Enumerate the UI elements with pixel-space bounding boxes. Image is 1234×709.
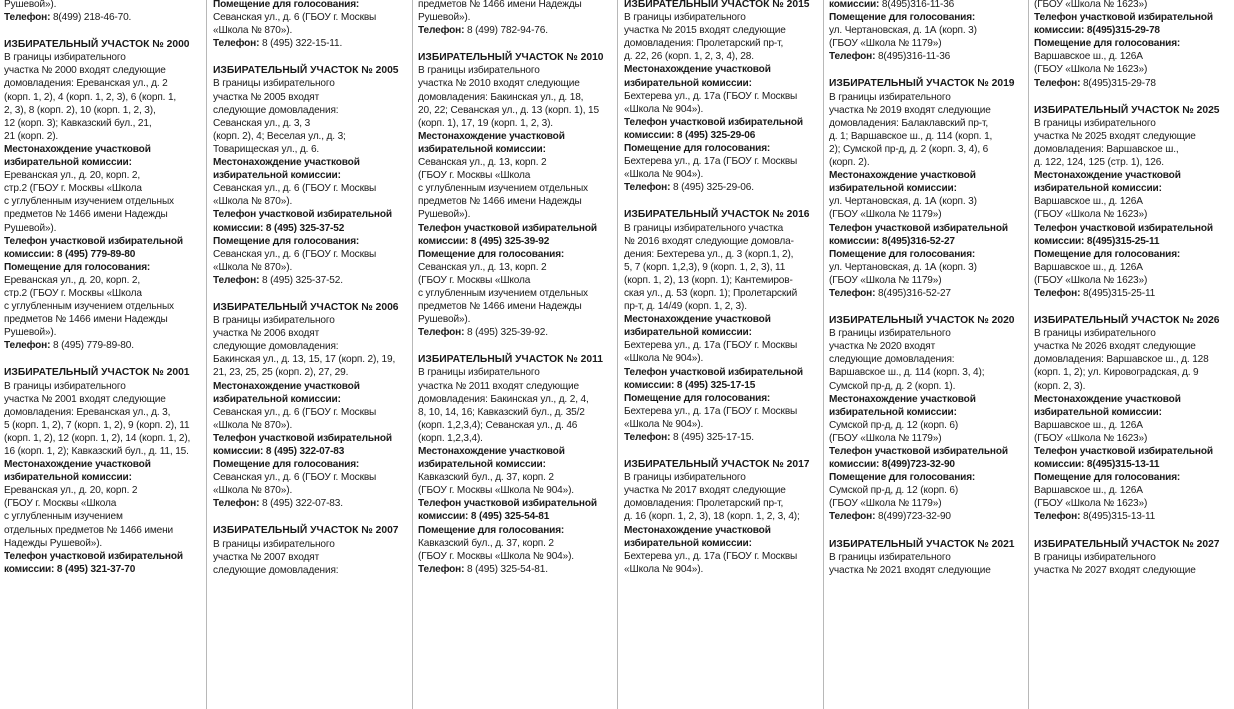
field-label: Помещение для голосования:: [418, 524, 565, 536]
polling-station-heading: ИЗБИРАТЕЛЬНЫЙ УЧАСТОК № 2019: [829, 78, 1015, 90]
field-label: Местонахождение участковой избирательной комиссии:: [1034, 393, 1181, 418]
field-label: Телефон:: [624, 182, 671, 194]
body-text: В границы избирательного участка № 2015 входят следующие домовладения: Пролетарский пр-т, д. 22, 26 (корп. 1, 2, 3, 4), 28.: [624, 12, 786, 63]
field-label: Местонахождение участковой избирательной комиссии:: [1034, 170, 1181, 195]
field-label: Телефон участковой избирательной комиссии: 8 (495) 325-17-15: [624, 366, 803, 391]
column-2: [213, 0, 409, 709]
field-label: Телефон участковой избирательной комиссии: 8 (495) 322-07-83: [213, 432, 392, 457]
field-label: Телефон:: [213, 38, 260, 50]
field-label: Помещение для голосования:: [418, 248, 565, 260]
body-text: комиссии: 8(495)316-11-36: [829, 0, 955, 10]
field-label: Телефон участковой избирательной комиссии: 8 (495) 325-29-06: [624, 116, 803, 141]
field-label: Местонахождение участковой избирательной комиссии:: [829, 393, 976, 418]
field-label: Телефон:: [418, 563, 465, 575]
field-label: Помещение для голосования:: [829, 248, 976, 260]
field-label: Помещение для голосования:: [624, 143, 771, 155]
field-label: Телефон:: [829, 51, 876, 63]
field-label: Местонахождение участковой избирательной комиссии:: [624, 314, 771, 339]
body-text: Бехтерева ул., д. 17а (ГБОУ г. Москвы «Школа № 904»).: [624, 90, 798, 115]
body-text: Варшавское ш., д. 126А (ГБОУ «Школа № 1623»): [1034, 485, 1148, 510]
field-label: Телефон:: [418, 25, 465, 37]
body-text: Варшавское ш., д. 126А (ГБОУ «Школа № 1623»): [1034, 261, 1148, 286]
body-text: Кавказский бул., д. 37, корп. 2 (ГБОУ г. Москвы «Школа № 904»).: [418, 472, 574, 497]
field-label: Телефон:: [829, 511, 876, 523]
column-3: [418, 0, 614, 709]
body-text: В границы избирательного участка № 2005 входят следующие домовладения: Севанская ул., д. 3, 3 (корп. 2), 4; Веселая ул., д. 3; Товарищеская ул., д. 6.: [213, 78, 346, 155]
polling-station-heading: ИЗБИРАТЕЛЬНЫЙ УЧАСТОК № 2020: [829, 315, 1015, 327]
field-label: Помещение для голосования:: [213, 235, 360, 247]
body-text: В границы избирательного участка № 2025 входят следующие домовладения: Варшавское ш., д. 122, 124, 125 (стр. 1), 126.: [1034, 117, 1196, 169]
body-text: Телефон: 8(495)316-11-36: [829, 51, 951, 63]
field-label: Телефон:: [4, 12, 51, 24]
body-text: В границы избирательного участка № 2007 входят следующие домовладения:: [213, 538, 339, 576]
body-text: Ереванская ул., д. 20, корп. 2, стр.2 (ГБОУ г. Москвы «Школа с углубленным изучением отдельных предметов № 1466 имени Надежды Рушевой»).: [4, 274, 174, 339]
polling-station-heading: ИЗБИРАТЕЛЬНЫЙ УЧАСТОК № 2015: [624, 0, 810, 10]
body-text: Телефон: 8 (495) 325-17-15.: [624, 432, 754, 443]
body-text: В границы избирательного участка № 2027 входят следующие: [1034, 551, 1196, 576]
polling-station-heading: ИЗБИРАТЕЛЬНЫЙ УЧАСТОК № 2001: [4, 367, 190, 379]
body-text: Бехтерева ул., д. 17а (ГБОУ г. Москвы «Школа № 904»).: [624, 550, 798, 575]
body-text: Телефон: 8(495)316-52-27: [829, 287, 951, 299]
field-label: Местонахождение участковой избирательной комиссии:: [418, 446, 565, 471]
field-label: Помещение для голосования:: [624, 392, 771, 404]
body-text: Телефон: 8(495)315-25-11: [1034, 287, 1156, 299]
body-text: Телефон: 8 (495) 322-07-83.: [213, 498, 343, 510]
body-text: Бехтерева ул., д. 17а (ГБОУ г. Москвы «Школа № 904»).: [624, 340, 798, 365]
field-label: Помещение для голосования:: [213, 0, 360, 10]
body-text: Телефон: 8 (495) 325-39-92.: [418, 327, 548, 339]
field-label: Помещение для голосования:: [829, 12, 976, 24]
field-label: Телефон:: [1034, 77, 1081, 89]
body-text: Бехтерева ул., д. 17а (ГБОУ г. Москвы «Школа № 904»).: [624, 156, 798, 181]
body-text: Ереванская ул., д. 20, корп. 2, стр.2 (ГБОУ г. Москвы «Школа с углубленным изучением отдельных предметов № 1466 имени Надежды Рушевой»).: [4, 170, 174, 234]
field-label: Телефон участковой избирательной комиссии: 8(495)315-29-78: [1034, 12, 1213, 37]
column-4: [624, 0, 820, 709]
column-divider: [617, 0, 618, 709]
field-label: Телефон:: [1034, 511, 1081, 523]
column-divider: [412, 0, 413, 709]
body-text: ул. Чертановская, д. 1А (корп. 3) (ГБОУ «Школа № 1179»): [829, 261, 977, 286]
polling-station-heading: ИЗБИРАТЕЛЬНЫЙ УЧАСТОК № 2026: [1034, 315, 1220, 327]
body-text: В границы избирательного участка № 2021 входят следующие: [829, 551, 991, 576]
body-text: В границы избирательного участка № 2010 входят следующие домовладения: Бакинская ул., д. 18, 20, 22; Севанская ул., д. 13 (корп. 1), 15 (корп. 1), 17, 19 (корп. 1, 2, 3).: [418, 65, 599, 129]
polling-station-heading: ИЗБИРАТЕЛЬНЫЙ УЧАСТОК № 2016: [624, 209, 810, 221]
body-text: Ереванская ул., д. 20, корп. 2 (ГБОУ г. Москвы «Школа с углубленным изучением отдельных предметов № 1466 имени Надежды Рушевой»).: [4, 485, 174, 549]
field-label: Телефон участковой избирательной комиссии: 8 (495) 325-37-52: [213, 209, 392, 234]
body-text: Телефон: 8 (495) 325-37-52.: [213, 274, 343, 286]
body-text: Севанская ул., д. 6 (ГБОУ г. Москвы «Школа № 870»).: [213, 472, 377, 497]
field-label: Помещение для голосования:: [4, 261, 151, 273]
field-label: комиссии:: [829, 0, 880, 10]
body-text: Телефон: 8 (495) 325-54-81.: [418, 563, 548, 575]
field-label: Телефон участковой избирательной комиссии: 8 (495) 325-39-92: [418, 222, 597, 247]
body-text: Севанская ул., д. 13, корп. 2 (ГБОУ г. Москвы «Школа с углубленным изучением отдельных предметов № 1466 имени Надежды Рушевой»).: [418, 157, 588, 221]
field-label: Телефон участковой избирательной комиссии: 8(495)315-13-11: [1034, 446, 1213, 471]
body-text: Телефон: 8 (499) 782-94-76.: [418, 25, 548, 37]
body-text: Сумской пр-д, д. 12 (корп. 6) (ГБОУ «Школа № 1179»): [829, 419, 959, 444]
polling-station-heading: ИЗБИРАТЕЛЬНЫЙ УЧАСТОК № 2027: [1034, 538, 1220, 550]
column-6: [1034, 0, 1230, 709]
field-label: Телефон участковой избирательной комиссии: 8(495)316-52-27: [829, 222, 1008, 247]
body-text: В границы избирательного участка № 2000 входят следующие домовладения: Ереванская ул., д. 2 (корп. 1, 2), 4 (корп. 1, 2, 3), 6 (корп. 1, 2, 3), 8 (корп. 2), 10 (корп. 1, 2, 3), 12 (корп. 3); Кавказский бул., 21, 21 (корп. 2).: [4, 52, 177, 142]
field-label: Телефон:: [624, 432, 671, 443]
body-text: предметов № 1466 имени Надежды Рушевой»).: [418, 0, 582, 24]
body-text: Севанская ул., д. 13, корп. 2 (ГБОУ г. Москвы «Школа с углубленным изучением отдельных предметов № 1466 имени Надежды Рушевой»).: [418, 261, 588, 326]
body-text: Телефон: 8 (495) 325-29-06.: [624, 182, 754, 194]
field-label: Местонахождение участковой избирательной комиссии:: [624, 524, 771, 549]
field-label: Помещение для голосования:: [1034, 472, 1181, 484]
body-text: Сумской пр-д, д. 12 (корп. 6) (ГБОУ «Школа № 1179»): [829, 485, 959, 510]
polling-station-heading: ИЗБИРАТЕЛЬНЫЙ УЧАСТОК № 2017: [624, 459, 810, 471]
polling-station-heading: ИЗБИРАТЕЛЬНЫЙ УЧАСТОК № 2005: [213, 65, 399, 77]
polling-station-heading: ИЗБИРАТЕЛЬНЫЙ УЧАСТОК № 2006: [213, 301, 399, 313]
field-label: Телефон:: [4, 340, 51, 352]
field-label: Телефон:: [1034, 287, 1081, 299]
field-label: Помещение для голосования:: [829, 472, 976, 484]
body-text: Варшавское ш., д. 126А (ГБОУ «Школа № 1623»): [1034, 196, 1148, 221]
body-text: Телефон: 8(499)723-32-90: [829, 511, 951, 523]
field-label: Телефон участковой избирательной комиссии: 8 (495) 321-37-70: [4, 550, 183, 575]
body-text: ул. Чертановская, д. 1А (корп. 3) (ГБОУ «Школа № 1179»): [829, 196, 977, 221]
field-label: Помещение для голосования:: [213, 459, 360, 471]
body-text: Севанская ул., д. 6 (ГБОУ г. Москвы «Школа № 870»).: [213, 183, 377, 208]
body-text: Варшавское ш., д. 126А (ГБОУ «Школа № 1623»): [1034, 419, 1148, 444]
body-text: В границы избирательного участка № 2020 входят следующие домовладения: Варшавское ш., д. 114 (корп. 3, 4); Сумской пр-д, д. 2 (корп. 1).: [829, 328, 985, 392]
field-label: Телефон:: [829, 287, 876, 299]
body-text: Телефон: 8(499) 218-46-70.: [4, 12, 132, 24]
field-label: Помещение для голосования:: [1034, 38, 1181, 50]
polling-station-heading: ИЗБИРАТЕЛЬНЫЙ УЧАСТОК № 2025: [1034, 104, 1220, 116]
body-text: Бехтерева ул., д. 17а (ГБОУ г. Москвы «Школа № 904»).: [624, 405, 798, 430]
body-text: В границы избирательного участка № 2001 входят следующие домовладения: Ереванская ул., д. 3, 5 (корп. 1, 2), 7 (корп. 1, 2), 9 (корп. 2), 11 (корп. 1, 2), 12 (корп. 1, 2), 14 (корп. 1, 2), 16 (корп. 1, 2); Кавказский бул., д. 11, 15.: [4, 380, 191, 457]
polling-station-heading: ИЗБИРАТЕЛЬНЫЙ УЧАСТОК № 2000: [4, 39, 190, 51]
body-text: В границы избирательного участка № 2016 входят следующие домовла- дения: Бехтерева ул., д. 3 (корп.1, 2), 5, 7 (корп. 1,2,3), 9 (корп. 1, 2, 3), 11 (корп. 1, 2), 13 (корп. 1); Кантемиров- ская ул., д. 53 (корп. 1); Пролетарский пр-т, д. 14/49 (корп. 1, 2, 3).: [624, 222, 798, 313]
body-text: Телефон: 8(495)315-13-11: [1034, 511, 1156, 523]
body-text: Рушевой»).: [4, 0, 57, 10]
body-text: Телефон: 8(495)315-29-78: [1034, 77, 1156, 89]
polling-station-heading: ИЗБИРАТЕЛЬНЫЙ УЧАСТОК № 2011: [418, 354, 603, 366]
field-label: Телефон:: [418, 327, 465, 339]
body-text: Варшавское ш., д. 126А (ГБОУ «Школа № 1623»): [1034, 51, 1148, 76]
field-label: Телефон:: [213, 274, 260, 286]
polling-station-heading: ИЗБИРАТЕЛЬНЫЙ УЧАСТОК № 2010: [418, 52, 604, 64]
field-label: Телефон участковой избирательной комиссии: 8(499)723-32-90: [829, 446, 1008, 471]
field-label: Местонахождение участковой избирательной комиссии:: [829, 170, 976, 195]
body-text: Телефон: 8 (495) 322-15-11.: [213, 38, 343, 50]
field-label: Местонахождение участковой избирательной комиссии:: [213, 157, 360, 182]
field-label: Местонахождение участковой избирательной комиссии:: [418, 130, 565, 155]
body-text: Севанская ул., д. 6 (ГБОУ г. Москвы «Школа № 870»).: [213, 406, 377, 431]
body-text: (ГБОУ «Школа № 1623»): [1034, 0, 1148, 10]
body-text: В границы избирательного участка № 2019 входят следующие домовладения: Балаклавский пр-т, д. 1; Варшавское ш., д. 114 (корп. 1, 2); Сумской пр-д, д. 2 (корп. 3, 4), 6 (корп. 2).: [829, 91, 993, 169]
column-divider: [206, 0, 207, 709]
column-5: [829, 0, 1025, 709]
body-text: Телефон: 8 (495) 779-89-80.: [4, 340, 134, 352]
polling-station-heading: ИЗБИРАТЕЛЬНЫЙ УЧАСТОК № 2007: [213, 525, 399, 537]
field-label: Помещение для голосования:: [1034, 248, 1181, 260]
body-text: В границы избирательного участка № 2006 входят следующие домовладения: Бакинская ул., д. 13, 15, 17 (корп. 2), 19, 21, 23, 25, 25 (корп. 2), 27, 29.: [213, 315, 396, 379]
field-label: Местонахождение участковой избирательной комиссии:: [4, 459, 151, 484]
body-text: В границы избирательного участка № 2026 входят следующие домовладения: Варшавское ш., д. 128 (корп. 1, 2); ул. Кировоградская, д. 9 (корп. 2, 3).: [1034, 328, 1209, 392]
body-text: В границы избирательного участка № 2011 входят следующие домовладения: Бакинская ул., д. 2, 4, 8, 10, 14, 16; Кавказский бул., д. 35/2 (корп. 1,2,3,4); Севанская ул., д. 46 (корп. 1,2,3,4).: [418, 367, 589, 444]
polling-station-heading: ИЗБИРАТЕЛЬНЫЙ УЧАСТОК № 2021: [829, 538, 1015, 550]
column-1: [4, 0, 200, 709]
body-text: ул. Чертановская, д. 1А (корп. 3) (ГБОУ «Школа № 1179»): [829, 25, 977, 50]
field-label: Телефон:: [213, 498, 260, 510]
body-text: В границы избирательного участка № 2017 входят следующие домовладения: Пролетарский пр-т, д. 16 (корп. 1, 2, 3), 18 (корп. 1, 2, 3, 4);: [624, 472, 800, 523]
body-text: Кавказский бул., д. 37, корп. 2 (ГБОУ г. Москвы «Школа № 904»).: [418, 537, 574, 562]
body-text: Севанская ул., д. 6 (ГБОУ г. Москвы «Школа № 870»).: [213, 12, 377, 37]
field-label: Телефон участковой избирательной комиссии: 8 (495) 325-54-81: [418, 498, 597, 523]
field-label: Местонахождение участковой избирательной комиссии:: [213, 380, 360, 405]
field-label: Телефон участковой избирательной комиссии: 8(495)315-25-11: [1034, 222, 1213, 247]
body-text: Севанская ул., д. 6 (ГБОУ г. Москвы «Школа № 870»).: [213, 248, 377, 273]
field-label: Телефон участковой избирательной комиссии: 8 (495) 779-89-80: [4, 235, 183, 260]
field-label: Местонахождение участковой избирательной комиссии:: [624, 64, 771, 89]
column-divider: [1028, 0, 1029, 709]
column-divider: [823, 0, 824, 709]
field-label: Местонахождение участковой избирательной комиссии:: [4, 143, 151, 169]
